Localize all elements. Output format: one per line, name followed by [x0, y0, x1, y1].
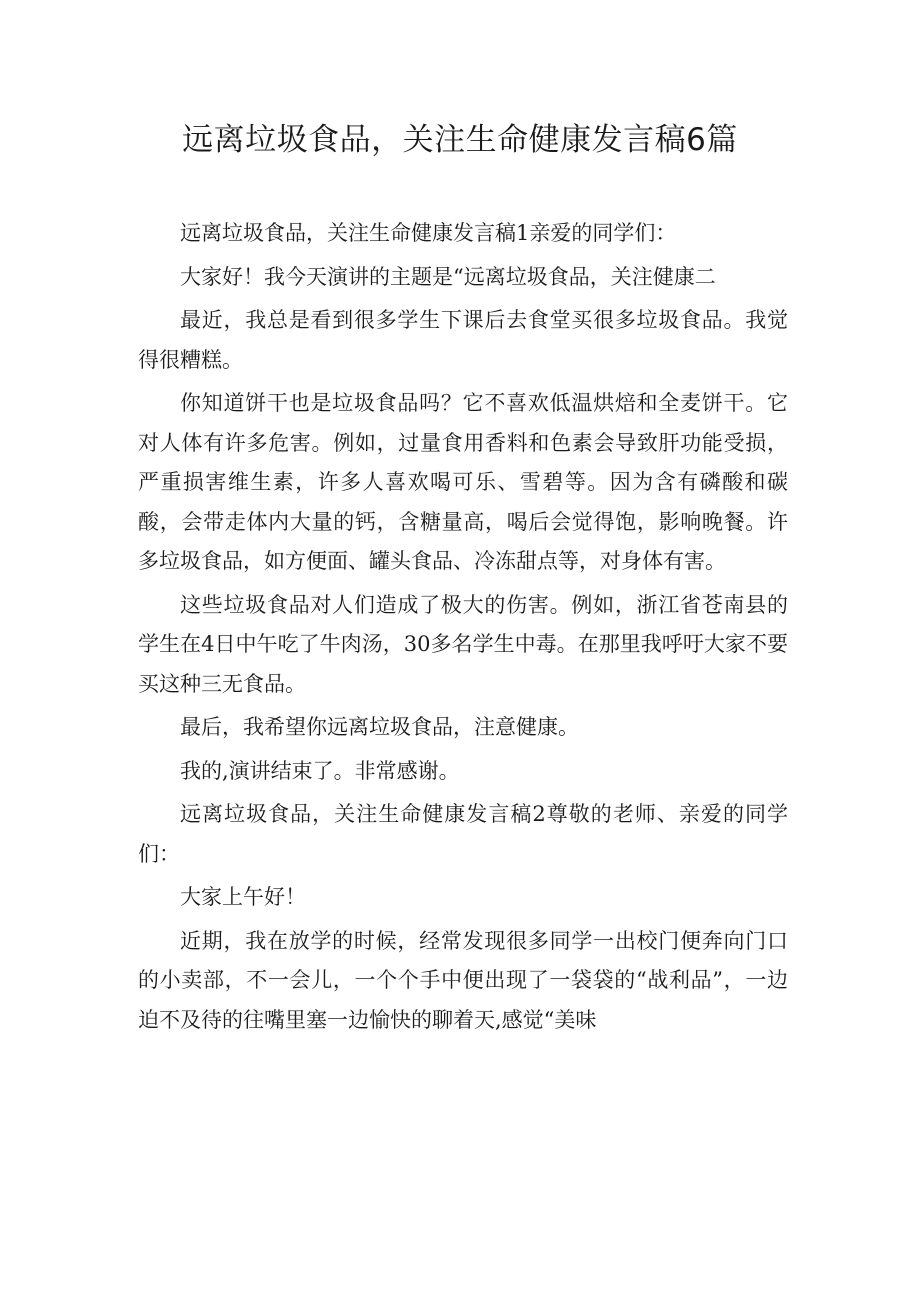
paragraph: 你知道饼干也是垃圾食品吗？它不喜欢低温烘焙和全麦饼干。它对人体有许多危害。例如，过量食用香料和色素会导致肝功能受损，严重损害维生素，许多人喜欢喝可乐、雪碧等。因为含有磷酸和碳酸，会带走体内大量的钙，含糖量高，喝后会觉得饱，影响晚餐。许多垃圾食品，如方便面、罐头食品、冷冻甜点等，对身体有害。: [138, 391, 788, 573]
paragraph: 大家好！我今天演讲的主题是“远离垃圾食品，关注健康二: [180, 264, 716, 289]
document-body: [138, 214, 788, 1044]
paragraph: 最近，我总是看到很多学生下课后去食堂买很多垃圾食品。我觉得很糟糕。: [138, 308, 788, 372]
paragraph: 远离垃圾食品，关注生命健康发言稿2尊敬的老师、亲爱的同学们：: [138, 802, 788, 866]
paragraph: 这些垃圾食品对人们造成了极大的伤害。例如，浙江省苍南县的学生在4日中午吃了牛肉汤，30多名学生中毒。在那里我呼吁大家不要买这种三无食品。: [138, 592, 788, 696]
paragraph: 大家上午好！: [180, 885, 306, 909]
paragraph: 最后，我希望你远离垃圾食品，注意健康。: [180, 715, 579, 739]
paragraph: 我的,演讲结束了。非常感谢。: [180, 758, 460, 783]
paragraph: 近期，我在放学的时候，经常发现很多同学一出校门便奔向门口的小卖部，不一会儿，一个个手中便出现了一袋袋的“战利品”，一边迫不及待的往嘴里塞一边愉快的聊着天,感觉“美味: [138, 928, 788, 1032]
paragraph: 远离垃圾食品，关注生命健康发言稿1亲爱的同学们：: [180, 221, 677, 245]
document-title: 远离垃圾食品，关注生命健康发言稿6篇: [182, 122, 738, 158]
